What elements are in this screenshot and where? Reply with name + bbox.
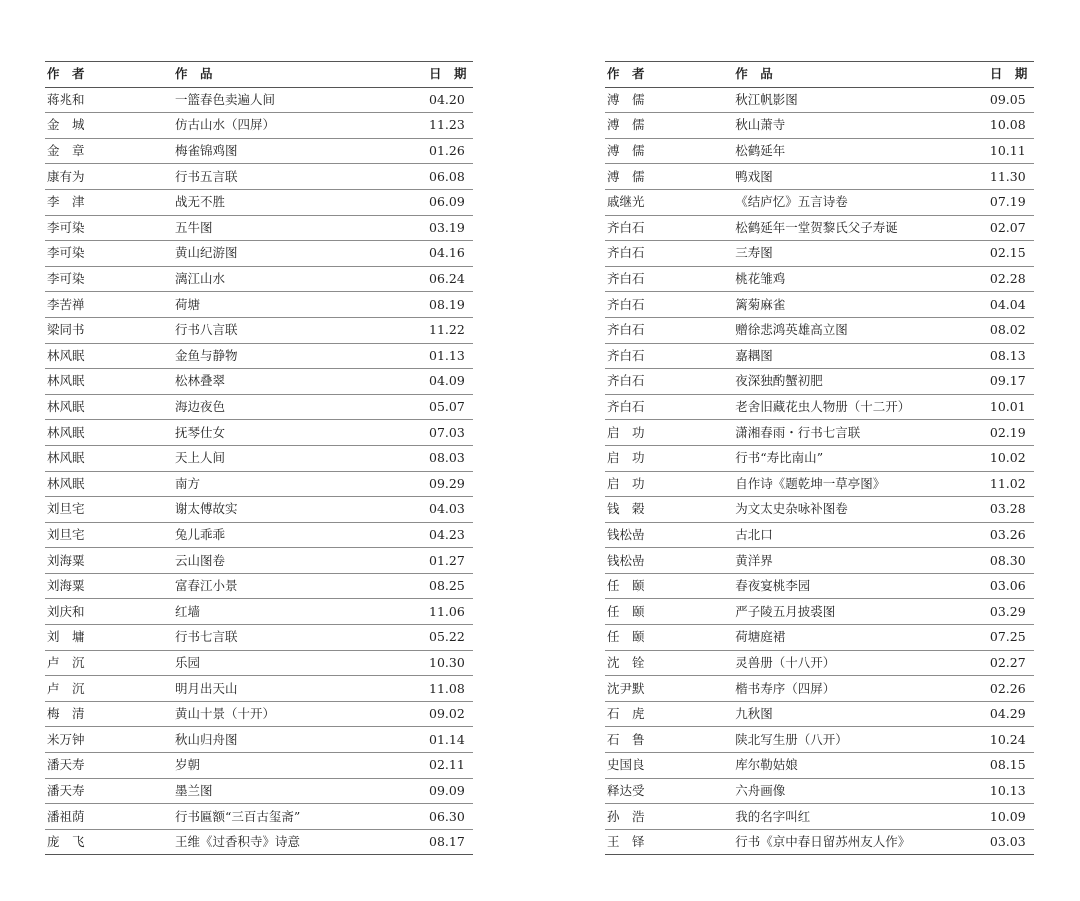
cell-author: 李 津 (45, 189, 173, 215)
cell-date: 06.30 (427, 804, 473, 830)
cell-date: 03.19 (427, 215, 473, 241)
cell-work: 松鹤延年一堂贺黎氏父子寿诞 (733, 215, 988, 241)
cell-date: 10.08 (988, 113, 1034, 139)
table-header-row (605, 62, 1034, 88)
table-row (605, 522, 1034, 548)
table-row (45, 497, 473, 523)
cell-author: 李苦禅 (45, 292, 173, 318)
cell-date: 01.27 (427, 548, 473, 574)
cell-work: 嘉耦图 (733, 343, 988, 369)
table-body-left (45, 87, 473, 855)
cell-date: 10.09 (988, 804, 1034, 830)
table-row (605, 164, 1034, 190)
cell-date: 10.01 (988, 394, 1034, 420)
cell-date: 04.16 (427, 241, 473, 267)
cell-author: 齐白石 (605, 266, 733, 292)
cell-work: 黄山十景（十开） (173, 701, 427, 727)
cell-author: 任 颐 (605, 599, 733, 625)
table-row (605, 113, 1034, 139)
cell-author: 李可染 (45, 266, 173, 292)
cell-author: 刘庆和 (45, 599, 173, 625)
cell-date: 11.06 (427, 599, 473, 625)
cell-date: 11.02 (988, 471, 1034, 497)
cell-author: 刘海粟 (45, 573, 173, 599)
cell-author: 林风眠 (45, 420, 173, 446)
cell-work: 陕北写生册（八开） (733, 727, 988, 753)
cell-date: 09.09 (427, 778, 473, 804)
table-row (605, 87, 1034, 113)
cell-date: 05.22 (427, 625, 473, 651)
table-row (45, 804, 473, 830)
artwork-table-right (605, 61, 1034, 855)
cell-author: 石 鲁 (605, 727, 733, 753)
cell-author: 沈尹默 (605, 676, 733, 702)
cell-date: 04.04 (988, 292, 1034, 318)
cell-work: 五牛图 (173, 215, 427, 241)
cell-author: 林风眠 (45, 369, 173, 395)
cell-author: 刘海粟 (45, 548, 173, 574)
cell-date: 03.03 (988, 829, 1034, 855)
cell-date: 06.09 (427, 189, 473, 215)
cell-author: 林风眠 (45, 343, 173, 369)
cell-date: 01.14 (427, 727, 473, 753)
cell-date: 03.06 (988, 573, 1034, 599)
cell-work: 一篮春色卖遍人间 (173, 87, 427, 113)
cell-work: 荷塘 (173, 292, 427, 318)
table-row (45, 650, 473, 676)
header-date: 日 期 (427, 62, 473, 88)
cell-work: 梅雀锦鸡图 (173, 138, 427, 164)
cell-work: 抚琴仕女 (173, 420, 427, 446)
cell-work: 《结庐忆》五言诗卷 (733, 189, 988, 215)
cell-work: 行书“寿比南山” (733, 445, 988, 471)
cell-work: 赠徐悲鸿英雄高立图 (733, 317, 988, 343)
cell-work: 金鱼与静物 (173, 343, 427, 369)
cell-author: 刘旦宅 (45, 497, 173, 523)
cell-author: 林风眠 (45, 471, 173, 497)
table-row (605, 369, 1034, 395)
cell-date: 04.23 (427, 522, 473, 548)
cell-author: 启 功 (605, 471, 733, 497)
table-row (605, 445, 1034, 471)
table-row (605, 394, 1034, 420)
cell-author: 金 章 (45, 138, 173, 164)
cell-date: 03.28 (988, 497, 1034, 523)
cell-author: 启 功 (605, 420, 733, 446)
cell-date: 04.03 (427, 497, 473, 523)
cell-date: 11.30 (988, 164, 1034, 190)
cell-author: 齐白石 (605, 215, 733, 241)
cell-work: 六舟画像 (733, 778, 988, 804)
table-row (45, 369, 473, 395)
table-row (45, 445, 473, 471)
cell-work: 行书《京中春日留苏州友人作》 (733, 829, 988, 855)
table-row (45, 829, 473, 855)
cell-date: 08.13 (988, 343, 1034, 369)
cell-author: 潘祖荫 (45, 804, 173, 830)
cell-date: 10.13 (988, 778, 1034, 804)
header-work: 作 品 (173, 62, 427, 88)
table-row (45, 573, 473, 599)
cell-date: 08.30 (988, 548, 1034, 574)
cell-work: 灵兽册（十八开） (733, 650, 988, 676)
cell-work: 三寿图 (733, 241, 988, 267)
cell-author: 卢 沉 (45, 650, 173, 676)
header-author: 作 者 (605, 62, 733, 88)
table-row (605, 266, 1034, 292)
table-row (605, 241, 1034, 267)
table-row (605, 829, 1034, 855)
cell-author: 钱 榖 (605, 497, 733, 523)
cell-work: 秋山萧寺 (733, 113, 988, 139)
cell-date: 10.11 (988, 138, 1034, 164)
table-row (45, 189, 473, 215)
cell-author: 刘 墉 (45, 625, 173, 651)
cell-work: 为文太史杂咏补图卷 (733, 497, 988, 523)
table-row (45, 343, 473, 369)
header-date: 日 期 (988, 62, 1034, 88)
cell-date: 08.15 (988, 753, 1034, 779)
table-row (605, 573, 1034, 599)
table-row (45, 676, 473, 702)
cell-author: 钱松嵒 (605, 548, 733, 574)
table-row (605, 497, 1034, 523)
cell-author: 卢 沉 (45, 676, 173, 702)
header-work: 作 品 (733, 62, 988, 88)
cell-date: 06.08 (427, 164, 473, 190)
cell-author: 梁同书 (45, 317, 173, 343)
cell-author: 米万钟 (45, 727, 173, 753)
cell-work: 秋山归舟图 (173, 727, 427, 753)
cell-date: 06.24 (427, 266, 473, 292)
cell-work: 天上人间 (173, 445, 427, 471)
cell-work: 松鹤延年 (733, 138, 988, 164)
header-author: 作 者 (45, 62, 173, 88)
cell-author: 齐白石 (605, 317, 733, 343)
cell-author: 孙 浩 (605, 804, 733, 830)
table-row (605, 625, 1034, 651)
table-row (45, 87, 473, 113)
cell-work: 王维《过香积寺》诗意 (173, 829, 427, 855)
cell-work: 南方 (173, 471, 427, 497)
cell-author: 齐白石 (605, 292, 733, 318)
table-row (605, 343, 1034, 369)
cell-work: 行书八言联 (173, 317, 427, 343)
cell-author: 林风眠 (45, 394, 173, 420)
cell-work: 行书七言联 (173, 625, 427, 651)
cell-work: 夜深独酌蟹初肥 (733, 369, 988, 395)
cell-date: 07.03 (427, 420, 473, 446)
cell-date: 08.03 (427, 445, 473, 471)
cell-author: 潘天寿 (45, 778, 173, 804)
table-row (45, 113, 473, 139)
table-row (605, 727, 1034, 753)
table-row (605, 189, 1034, 215)
table-row (45, 778, 473, 804)
cell-date: 09.17 (988, 369, 1034, 395)
cell-date: 01.26 (427, 138, 473, 164)
cell-work: 松林叠翠 (173, 369, 427, 395)
table-row (605, 753, 1034, 779)
cell-date: 03.26 (988, 522, 1034, 548)
cell-work: 明月出天山 (173, 676, 427, 702)
cell-date: 09.02 (427, 701, 473, 727)
cell-work: 行书匾额“三百古玺斋” (173, 804, 427, 830)
cell-author: 李可染 (45, 215, 173, 241)
table-row (45, 599, 473, 625)
cell-date: 11.08 (427, 676, 473, 702)
cell-date: 09.05 (988, 87, 1034, 113)
table-row (45, 317, 473, 343)
table-row (45, 138, 473, 164)
table-row (45, 292, 473, 318)
cell-date: 11.22 (427, 317, 473, 343)
cell-work: 桃花雏鸡 (733, 266, 988, 292)
cell-author: 齐白石 (605, 394, 733, 420)
table-row (45, 625, 473, 651)
cell-author: 李可染 (45, 241, 173, 267)
table-row (45, 548, 473, 574)
cell-work: 仿古山水（四屏） (173, 113, 427, 139)
table-row (45, 420, 473, 446)
cell-author: 溥 儒 (605, 113, 733, 139)
table-header-row (45, 62, 473, 88)
cell-work: 秋江帆影图 (733, 87, 988, 113)
cell-date: 04.29 (988, 701, 1034, 727)
cell-date: 10.02 (988, 445, 1034, 471)
table-row (605, 471, 1034, 497)
cell-author: 石 虎 (605, 701, 733, 727)
cell-date: 02.11 (427, 753, 473, 779)
cell-work: 楷书寿序（四屏） (733, 676, 988, 702)
table-row (605, 420, 1034, 446)
cell-date: 02.15 (988, 241, 1034, 267)
cell-author: 任 颐 (605, 625, 733, 651)
cell-date: 08.19 (427, 292, 473, 318)
cell-date: 08.25 (427, 573, 473, 599)
cell-date: 01.13 (427, 343, 473, 369)
cell-author: 齐白石 (605, 343, 733, 369)
cell-work: 战无不胜 (173, 189, 427, 215)
cell-work: 岁朝 (173, 753, 427, 779)
cell-work: 漓江山水 (173, 266, 427, 292)
artwork-table-left (45, 61, 473, 855)
cell-work: 谢太傅故实 (173, 497, 427, 523)
table-row (605, 138, 1034, 164)
table-row (605, 317, 1034, 343)
cell-author: 金 城 (45, 113, 173, 139)
cell-date: 08.02 (988, 317, 1034, 343)
cell-date: 04.09 (427, 369, 473, 395)
cell-author: 王 铎 (605, 829, 733, 855)
table-row (605, 650, 1034, 676)
cell-date: 05.07 (427, 394, 473, 420)
cell-author: 溥 儒 (605, 87, 733, 113)
cell-author: 林风眠 (45, 445, 173, 471)
cell-author: 刘旦宅 (45, 522, 173, 548)
table-row (605, 599, 1034, 625)
table-row (45, 753, 473, 779)
cell-author: 释达受 (605, 778, 733, 804)
cell-author: 梅 清 (45, 701, 173, 727)
cell-author: 溥 儒 (605, 164, 733, 190)
cell-author: 庞 飞 (45, 829, 173, 855)
cell-work: 黄洋界 (733, 548, 988, 574)
cell-work: 我的名字叫红 (733, 804, 988, 830)
cell-work: 古北口 (733, 522, 988, 548)
cell-work: 墨兰图 (173, 778, 427, 804)
cell-author: 戚继光 (605, 189, 733, 215)
cell-date: 02.27 (988, 650, 1034, 676)
table-row (605, 778, 1034, 804)
cell-work: 鸭戏图 (733, 164, 988, 190)
table-row (605, 701, 1034, 727)
cell-author: 潘天寿 (45, 753, 173, 779)
table-row (45, 394, 473, 420)
table-row (45, 727, 473, 753)
cell-date: 08.17 (427, 829, 473, 855)
cell-work: 乐园 (173, 650, 427, 676)
cell-work: 云山图卷 (173, 548, 427, 574)
cell-work: 春夜宴桃李园 (733, 573, 988, 599)
cell-author: 蒋兆和 (45, 87, 173, 113)
cell-date: 10.24 (988, 727, 1034, 753)
cell-author: 沈 铨 (605, 650, 733, 676)
table-row (45, 471, 473, 497)
cell-work: 潇湘春雨・行书七言联 (733, 420, 988, 446)
table-row (45, 701, 473, 727)
cell-work: 黄山纪游图 (173, 241, 427, 267)
cell-author: 溥 儒 (605, 138, 733, 164)
cell-work: 库尔勒姑娘 (733, 753, 988, 779)
cell-work: 篱菊麻雀 (733, 292, 988, 318)
table-row (45, 164, 473, 190)
cell-date: 02.19 (988, 420, 1034, 446)
cell-work: 富春江小景 (173, 573, 427, 599)
cell-work: 兔儿乖乖 (173, 522, 427, 548)
cell-author: 康有为 (45, 164, 173, 190)
cell-date: 09.29 (427, 471, 473, 497)
cell-work: 荷塘庭裙 (733, 625, 988, 651)
table-row (45, 266, 473, 292)
cell-date: 07.19 (988, 189, 1034, 215)
cell-work: 九秋图 (733, 701, 988, 727)
table-row (45, 522, 473, 548)
cell-author: 齐白石 (605, 369, 733, 395)
cell-work: 行书五言联 (173, 164, 427, 190)
cell-date: 11.23 (427, 113, 473, 139)
cell-work: 严子陵五月披裘图 (733, 599, 988, 625)
cell-date: 03.29 (988, 599, 1034, 625)
table-row (605, 292, 1034, 318)
cell-author: 齐白石 (605, 241, 733, 267)
table-row (605, 804, 1034, 830)
cell-author: 史国良 (605, 753, 733, 779)
cell-author: 任 颐 (605, 573, 733, 599)
cell-author: 钱松嵒 (605, 522, 733, 548)
cell-work: 老舍旧藏花虫人物册（十二开） (733, 394, 988, 420)
cell-date: 10.30 (427, 650, 473, 676)
cell-author: 启 功 (605, 445, 733, 471)
table-row (605, 548, 1034, 574)
cell-date: 02.26 (988, 676, 1034, 702)
table-row (605, 215, 1034, 241)
cell-date: 04.20 (427, 87, 473, 113)
cell-work: 自作诗《题乾坤一草亭图》 (733, 471, 988, 497)
cell-date: 07.25 (988, 625, 1034, 651)
table-row (605, 676, 1034, 702)
cell-work: 红墙 (173, 599, 427, 625)
table-body-right (605, 87, 1034, 855)
cell-work: 海边夜色 (173, 394, 427, 420)
cell-date: 02.07 (988, 215, 1034, 241)
table-row (45, 215, 473, 241)
cell-date: 02.28 (988, 266, 1034, 292)
table-row (45, 241, 473, 267)
